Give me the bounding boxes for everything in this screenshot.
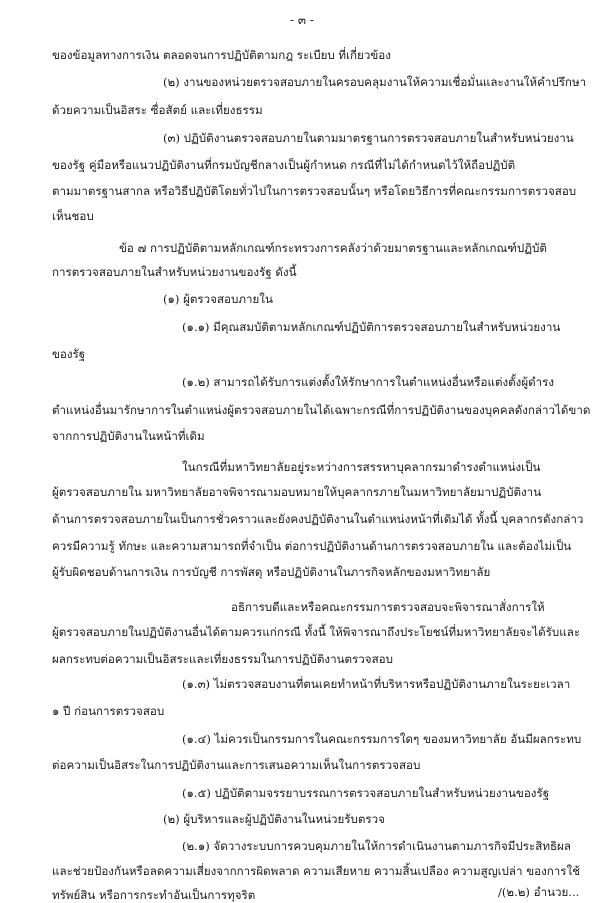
text-line: ต่อความเป็นอิสระในการปฏิบัติงานและการเสนอความเห็นในการตรวจสอบ (52, 758, 421, 772)
text-line: (๑.๑) มีคุณสมบัติตามหลักเกณฑ์ปฏิบัติการตรวจสอบภายในสำหรับหน่วยงาน (182, 320, 561, 334)
text-line: (๑.๒) สามารถได้รับการแต่งตั้งให้รักษาการในตำแหน่งอื่นหรือแต่งตั้งผู้ดำรง (182, 375, 555, 389)
text-line: (๒) งานของหน่วยตรวจสอบภายในครอบคลุมงานให้ความเชื่อมั่นและงานให้คำปรึกษา (163, 75, 587, 89)
text-line: การตรวจสอบภายในสำหรับหน่วยงานของรัฐ ดังนี้ (52, 265, 297, 279)
text-line: (๑) ผู้ตรวจสอบภายใน (163, 292, 273, 306)
text-line: ควรมีความรู้ ทักษะ และความสามารถที่จำเป็น ต่อการปฏิบัติงานด้านการตรวจสอบภายใน และต้องไม่เป็น (52, 539, 572, 553)
text-line: (๒.๑) จัดวางระบบการควบคุมภายในให้การดำเนินงานตามภารกิจมีประสิทธิผล (182, 839, 571, 853)
text-line: ทรัพย์สิน หรือการกระทำอันเป็นการทุจริต (52, 888, 256, 902)
text-line: ผู้ตรวจสอบภายใน มหาวิทยาลัยอาจพิจารณามอบหมายให้บุคลากรภายในมหาวิทยาลัยมาปฏิบัติงาน (52, 485, 542, 499)
text-line: ตามมาตรฐานสากล หรือวิธีปฏิบัติโดยทั่วไปในการตรวจสอบนั้นๆ หรือโดยวิธีการที่คณะกรรมการตรวจสอบ (52, 184, 577, 198)
text-line: (๓) ปฏิบัติงานตรวจสอบภายในตามมาตรฐานการตรวจสอบภายในสำหรับหน่วยงาน (163, 131, 574, 145)
text-line: ผู้ตรวจสอบภายในปฏิบัติงานอื่นได้ตามควรแก่กรณี ทั้งนี้ ให้พิจารณาถึงประโยชน์ที่มหาวิทยาลัยจะได้รับและ (52, 625, 581, 639)
text-line: ของรัฐ (52, 347, 86, 361)
text-line: ผู้รับผิดชอบด้านการเงิน การบัญชี การพัสดุ หรือปฏิบัติงานในภารกิจหลักของมหาวิทยาลัย (52, 565, 491, 579)
text-line: ผลกระทบต่อความเป็นอิสระและเที่ยงธรรมในการปฏิบัติงานตรวจสอบ (52, 652, 393, 666)
text-line: ด้านการตรวจสอบภายในเป็นการชั่วคราวและยังคงปฏิบัติงานในตำแหน่งหน้าที่เดิมได้ ทั้งนี้ บุคลากรดังกล่าว (52, 512, 584, 526)
text-line: (๑.๓) ไม่ตรวจสอบงานที่ตนเคยทำหน้าที่บริหารหรือปฏิบัติงานภายในระยะเวลา (182, 677, 571, 691)
text-line: เห็นชอบ (52, 209, 94, 223)
text-line: อธิการบดีและหรือคณะกรรมการตรวจสอบจะพิจารณาสั่งการให้ (231, 600, 545, 614)
text-line: จากการปฏิบัติงานในหน้าที่เดิม (52, 429, 205, 443)
text-line: และช่วยป้องกันหรือลดความเสี่ยงจากการผิดพลาด ความเสียหาย ความสิ้นเปลือง ความสูญเปล่า ของการใช้ (52, 864, 581, 878)
text-line: ของข้อมูลทางการเงิน ตลอดจนการปฏิบัติตามกฎ ระเบียบ ที่เกี่ยวข้อง (52, 48, 391, 62)
continuation-marker: /(๒.๒) อำนวย... (498, 885, 580, 899)
text-line: (๑.๔) ไม่ควรเป็นกรรมการในคณะกรรมการใดๆ ของมหาวิทยาลัย อันมีผลกระทบ (182, 732, 582, 746)
text-line: (๑.๕) ปฏิบัติตามจรรยาบรรณการตรวจสอบภายในสำหรับหน่วยงานของรัฐ (182, 786, 550, 800)
text-line: ตำแหน่งอื่นมารักษาการในตำแหน่งผู้ตรวจสอบภายในได้เฉพาะกรณีที่การปฏิบัติงานของบุคคลดังกล่าวได้ขาด (52, 403, 591, 417)
text-line: ในกรณีที่มหาวิทยาลัยอยู่ระหว่างการสรรหาบุคลากรมาดำรงตำแหน่งเป็น (182, 460, 541, 474)
text-line: ของรัฐ คู่มือหรือแนวปฏิบัติงานที่กรมบัญชีกลางเป็นผู้กำหนด กรณีที่ไม่ได้กำหนดไว้ให้ถือปฏิบัติ (52, 158, 516, 172)
page-number: - ๓ - (290, 13, 314, 27)
text-line: ๑ ปี ก่อนการตรวจสอบ (52, 704, 165, 718)
text-line: ด้วยความเป็นอิสระ ซื่อสัตย์ และเที่ยงธรรม (52, 103, 263, 117)
text-line: (๒) ผู้บริหารและผู้ปฏิบัติงานในหน่วยรับตรวจ (163, 812, 385, 826)
text-line: ข้อ ๗ การปฏิบัติตามหลักเกณฑ์กระทรวงการคลังว่าด้วยมาตรฐานและหลักเกณฑ์ปฏิบัติ (119, 241, 547, 255)
